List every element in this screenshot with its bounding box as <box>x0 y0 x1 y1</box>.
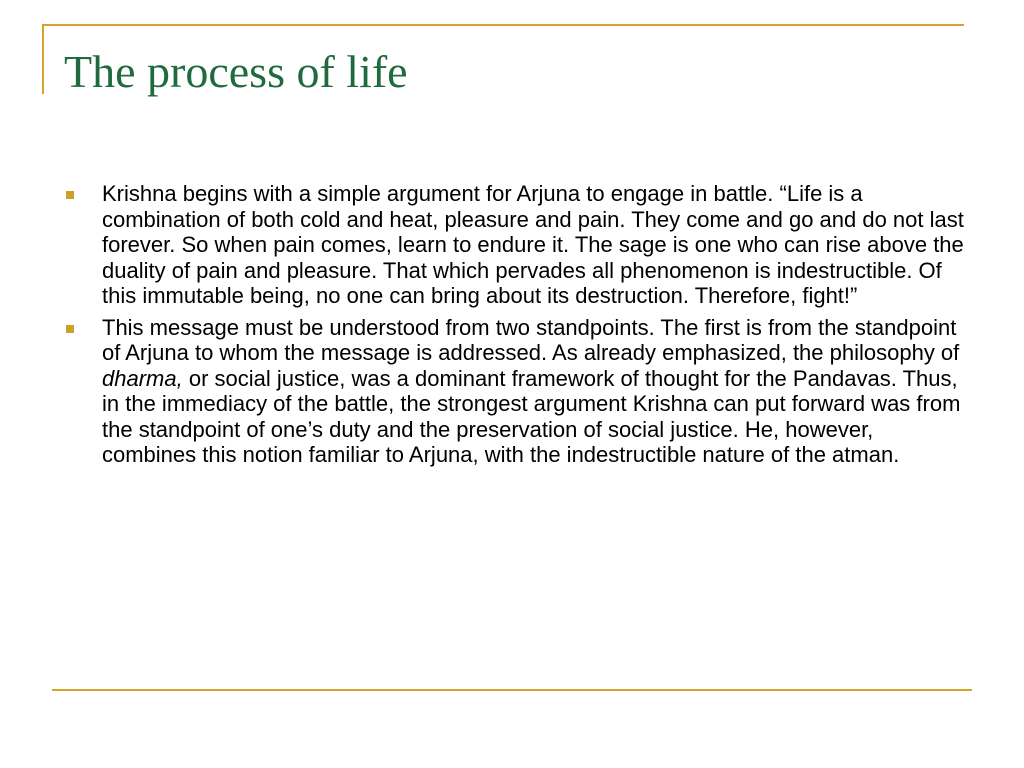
bullet-text-1: Krishna begins with a simple argument for Arjuna to engage in battle. “Life is a combination of both cold and heat, pleasure and pain. They come and go and do not last forever. So when pain comes, learn to endure it. The sage is one who can rise above the duality of pain and pleasure. That which pervades all phenomenon is indestructible. Of this immutable being, no one can bring about its destruction. Therefore, fight!” <box>102 181 964 308</box>
slide-title: The process of life <box>64 46 408 97</box>
square-bullet-icon <box>66 191 74 199</box>
bullet-text-2-italic-term: dharma, <box>102 365 183 391</box>
bullet-list <box>64 181 969 474</box>
frame-left-rule <box>42 24 44 94</box>
bullet-item-2 <box>64 315 969 468</box>
bullet-text-2-part-1: This message must be understood from two standpoints. The first is from the standpoint of Arjuna to whom the message is addressed. As already emphasized, the philosophy of <box>102 314 960 365</box>
frame-bottom-rule <box>52 689 972 691</box>
square-bullet-icon <box>66 325 74 333</box>
bullet-text-2-part-2: or social justice, was a dominant framework of thought for the Pandavas. Thus, in the immediacy of the battle, the strongest argument Krishna can put forward was from the standpoint of one’s duty and the preservation of social justice. He, however, combines this notion familiar to Arjuna, with the indestructible nature of the atman. <box>102 365 961 467</box>
frame-top-rule <box>42 24 964 26</box>
bullet-item-1 <box>64 181 969 309</box>
bullet-text-2 <box>102 315 969 468</box>
